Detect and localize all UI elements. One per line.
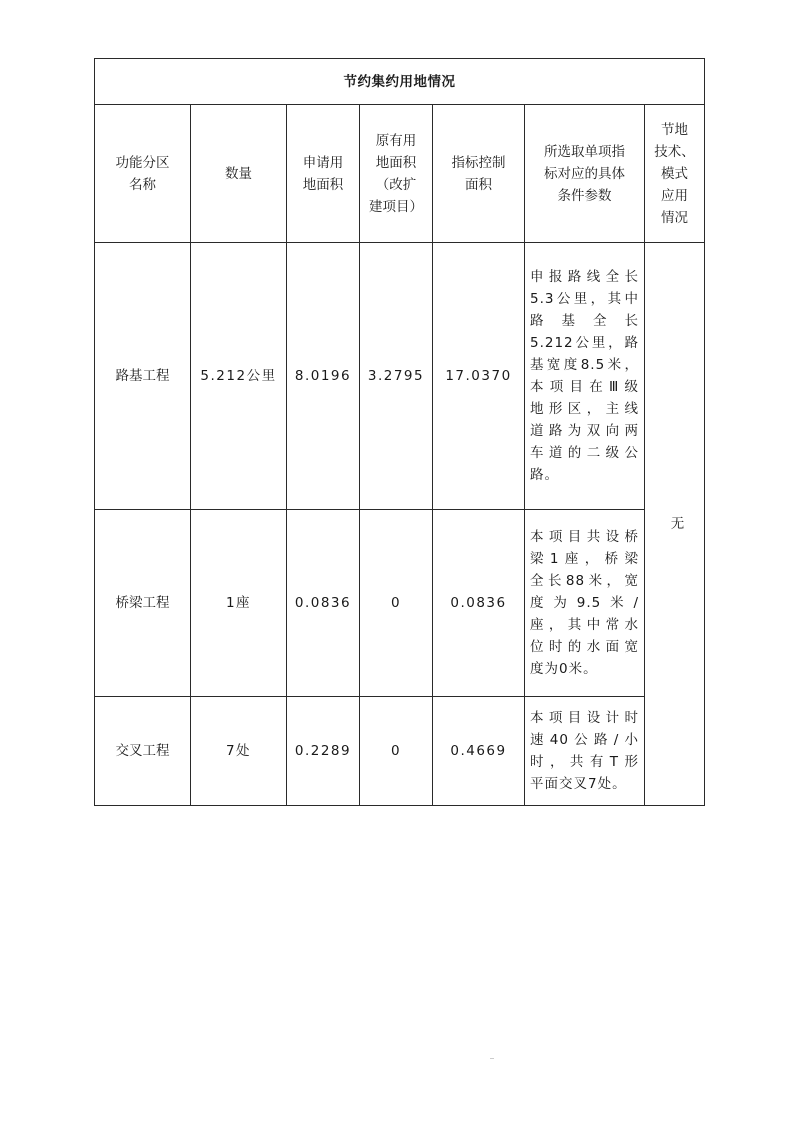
row-applied-area: 0.0836 — [287, 510, 360, 697]
tech-value: 无 — [645, 243, 705, 806]
row-quantity: 7处 — [191, 697, 287, 806]
row-original-area: 0 — [360, 697, 433, 806]
land-use-table — [94, 58, 705, 806]
row-original-area: 0 — [360, 510, 433, 697]
row-indicator-area: 0.0836 — [433, 510, 525, 697]
row-quantity: 5.212公里 — [191, 243, 287, 510]
table-row — [95, 697, 705, 806]
row-conditions: 申报路线全长 5.3公里，其中 路 基 全 长 5.212公里，路 基宽度8.5米， 本项目在Ⅲ级 地形区，主线 道路为双向两 车道的二级公 路。 — [525, 243, 645, 510]
table-title: 节约集约用地情况 — [95, 59, 705, 105]
row-indicator-area: 17.0370 — [433, 243, 525, 510]
row-applied-area: 0.2289 — [287, 697, 360, 806]
row-applied-area: 8.0196 — [287, 243, 360, 510]
header-zone-name: 功能分区 名称 — [95, 105, 191, 243]
row-name: 交叉工程 — [95, 697, 191, 806]
table-row — [95, 510, 705, 697]
row-name: 路基工程 — [95, 243, 191, 510]
header-conditions: 所选取单项指 标对应的具体 条件参数 — [525, 105, 645, 243]
row-conditions: 本项目设计时 速40公路/小 时，共有T形 平面交叉7处。 — [525, 697, 645, 806]
header-original-area: 原有用 地面积 （改扩 建项目） — [360, 105, 433, 243]
header-quantity: 数量 — [191, 105, 287, 243]
row-name: 桥梁工程 — [95, 510, 191, 697]
header-indicator-area: 指标控制 面积 — [433, 105, 525, 243]
scan-speck — [490, 1058, 494, 1059]
table-row — [95, 243, 705, 510]
header-applied-area: 申请用 地面积 — [287, 105, 360, 243]
header-tech: 节地 技术、 模式 应用 情况 — [645, 105, 705, 243]
row-quantity: 1座 — [191, 510, 287, 697]
row-conditions: 本项目共设桥 梁1座，桥梁 全长88米，宽 度为9.5米/ 座，其中常水 位时的水面宽 度为0米。 — [525, 510, 645, 697]
row-indicator-area: 0.4669 — [433, 697, 525, 806]
row-original-area: 3.2795 — [360, 243, 433, 510]
